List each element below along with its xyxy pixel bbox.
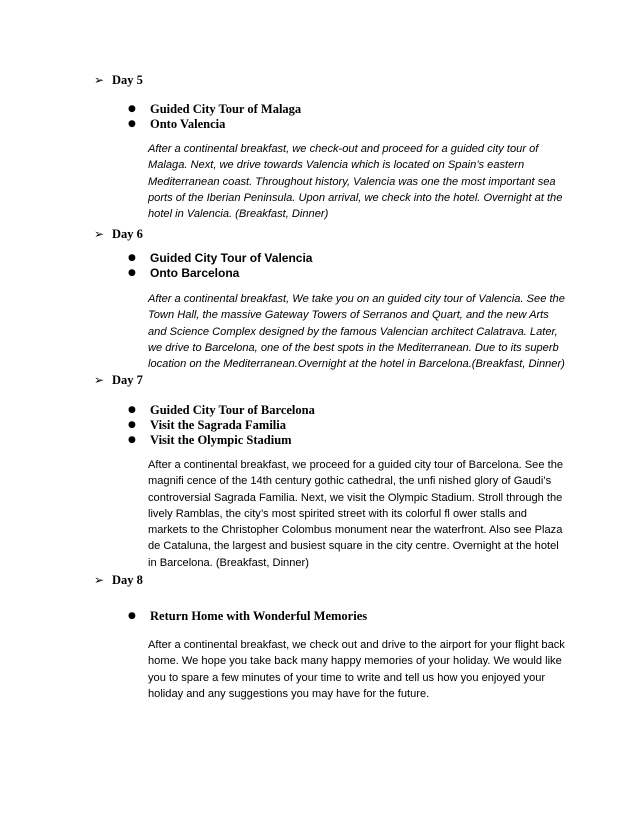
arrow-bullet-icon: ➢ <box>94 73 105 87</box>
list-item: ● Guided City Tour of Barcelona <box>128 403 315 417</box>
activity-list <box>128 403 315 448</box>
bullet-icon: ● <box>128 405 136 415</box>
activity-list <box>128 609 367 624</box>
day-description: After a continental breakfast, We take you on an guided city tour of Valencia. See the Town Hall, the massive Gateway Towers of Serranos and Quart, and the new Arts and Science Complex designed by the famous Valencian architect Calatrava. Later, we drive to Barcelona, one of the best spots in the Mediterranean. Due to its superb location on the Mediterranean.Overnight at the hotel in Barcelona.(Breakfast, Dinner) <box>148 293 565 371</box>
list-item: ● Guided City Tour of Valencia <box>128 251 313 265</box>
day-description: After a continental breakfast, we check out and drive to the airport for your flight back home. We hope you take back many happy memories of your holiday. We would like you to spare a few minutes of your time to write and tell us how you enjoyed your holiday and any suggestions you may have for the future. <box>148 639 565 700</box>
bullet-icon: ● <box>128 119 136 129</box>
day-title: Day 8 <box>112 572 143 587</box>
day-title: Day 6 <box>112 226 143 241</box>
activity-list <box>128 102 301 132</box>
day-heading <box>94 371 143 389</box>
list-item: ● Visit the Sagrada Familia <box>128 418 286 432</box>
day-description: After a continental breakfast, we proceed for a guided city tour of Barcelona. See the magnifi cence of the 14th century gothic cathedral, the unfi nished glory of Gaudi’s controversial Sagrada Familia. Next, we visit the Olympic Stadium. Stroll through the lively Ramblas, the city’s most spirited street with its colorful fl ower stalls and markets to the Christopher Colombus monument near the waterfront. Also see Plaza de Cataluna, the largest and busiest square in the city centre. Overnight at the hotel in Barcelona. (Breakfast, Dinner) <box>148 459 564 569</box>
list-item: ● Guided City Tour of Malaga <box>128 102 302 116</box>
day-heading <box>94 571 143 589</box>
day-heading <box>94 71 143 89</box>
day-description: After a continental breakfast, we check-out and proceed for a guided city tour of Malaga. Next, we drive towards Valencia which is located on Spain’s eastern Mediterranean coast. Throughout history, Valencia was one the most important sea ports of the Iberian Peninsula. Upon arrival, we check into the hotel. Overnight at the hotel in Valencia. (Breakfast, Dinner) <box>148 143 563 221</box>
arrow-bullet-icon: ➢ <box>94 573 105 587</box>
list-item: ● Visit the Olympic Stadium <box>128 433 292 447</box>
arrow-bullet-icon: ➢ <box>94 373 105 387</box>
bullet-icon: ● <box>128 268 136 278</box>
list-item: ● Return Home with Wonderful Memories <box>128 609 368 623</box>
bullet-icon: ● <box>128 253 136 263</box>
bullet-icon: ● <box>128 104 136 114</box>
day-heading <box>94 225 143 243</box>
bullet-icon: ● <box>128 611 136 621</box>
day-title: Day 5 <box>112 72 143 87</box>
arrow-bullet-icon: ➢ <box>94 227 105 241</box>
bullet-icon: ● <box>128 420 136 430</box>
bullet-icon: ● <box>128 435 136 445</box>
list-item: ● Onto Barcelona <box>128 266 240 280</box>
activity-list <box>128 251 312 281</box>
list-item: ● Onto Valencia <box>128 117 226 131</box>
day-title: Day 7 <box>112 372 143 387</box>
